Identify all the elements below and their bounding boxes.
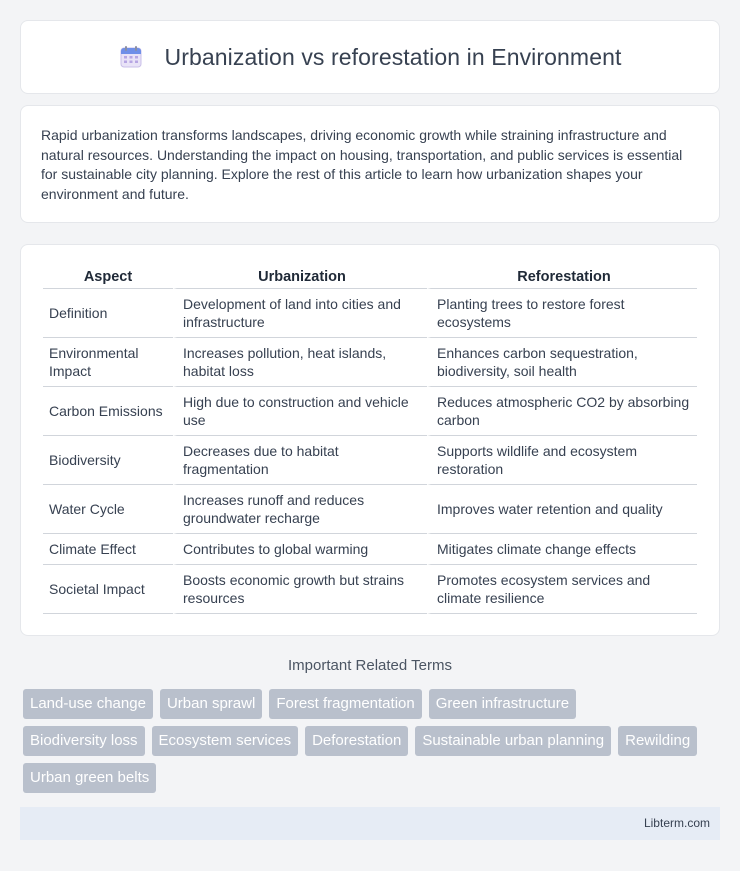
table-row — [43, 534, 697, 565]
table-cell: Increases pollution, heat islands, habitat loss — [173, 338, 427, 387]
term-tag[interactable]: Land-use change — [23, 689, 153, 719]
table-cell: Supports wildlife and ecosystem restoration — [427, 436, 697, 485]
related-terms-list — [23, 689, 703, 793]
table-row — [43, 436, 697, 485]
term-tag[interactable]: Deforestation — [305, 726, 408, 756]
footer — [20, 807, 720, 840]
table-cell: Promotes ecosystem services and climate resilience — [427, 565, 697, 614]
column-header: Urbanization — [173, 265, 427, 289]
table-cell: Enhances carbon sequestration, biodiversity, soil health — [427, 338, 697, 387]
intro-text: Rapid urbanization transforms landscapes, driving economic growth while straining infrastructure and natural resources. Understanding the impact on housing, transportation, and public services is essential for sustainable city planning. Explore the rest of this article to learn how urbanization shapes your environment and future. — [41, 127, 683, 202]
table-cell: High due to construction and vehicle use — [173, 387, 427, 436]
comparison-table — [43, 265, 697, 614]
table-header-row — [43, 265, 697, 289]
table-row — [43, 485, 697, 534]
table-row — [43, 387, 697, 436]
table-cell: Improves water retention and quality — [427, 485, 697, 534]
table-cell: Water Cycle — [43, 485, 173, 534]
column-header: Reforestation — [427, 265, 697, 289]
table-cell: Increases runoff and reduces groundwater recharge — [173, 485, 427, 534]
table-cell: Definition — [43, 289, 173, 338]
table-cell: Contributes to global warming — [173, 534, 427, 565]
table-row — [43, 565, 697, 614]
term-tag[interactable]: Urban green belts — [23, 763, 156, 793]
comparison-card — [20, 244, 720, 636]
intro-card — [20, 105, 720, 223]
calendar-icon — [119, 45, 143, 69]
table-cell: Societal Impact — [43, 565, 173, 614]
term-tag[interactable]: Green infrastructure — [429, 689, 576, 719]
term-tag[interactable]: Urban sprawl — [160, 689, 262, 719]
related-terms-heading: Important Related Terms — [288, 657, 452, 674]
term-tag[interactable]: Rewilding — [618, 726, 697, 756]
table-row — [43, 289, 697, 338]
table-cell: Decreases due to habitat fragmentation — [173, 436, 427, 485]
footer-site-link[interactable]: Libterm.com — [643, 816, 710, 830]
title-card — [20, 20, 720, 94]
term-tag[interactable]: Forest fragmentation — [269, 689, 421, 719]
table-cell: Environmental Impact — [43, 338, 173, 387]
table-cell: Climate Effect — [43, 534, 173, 565]
table-cell: Biodiversity — [43, 436, 173, 485]
table-cell: Planting trees to restore forest ecosystems — [427, 289, 697, 338]
table-cell: Boosts economic growth but strains resources — [173, 565, 427, 614]
page-title: Urbanization vs reforestation in Environment — [164, 43, 622, 70]
term-tag[interactable]: Sustainable urban planning — [415, 726, 611, 756]
table-cell: Carbon Emissions — [43, 387, 173, 436]
column-header: Aspect — [43, 265, 173, 289]
table-cell: Reduces atmospheric CO2 by absorbing carbon — [427, 387, 697, 436]
term-tag[interactable]: Biodiversity loss — [23, 726, 145, 756]
table-cell: Mitigates climate change effects — [427, 534, 697, 565]
term-tag[interactable]: Ecosystem services — [152, 726, 299, 756]
table-row — [43, 338, 697, 387]
table-cell: Development of land into cities and infrastructure — [173, 289, 427, 338]
